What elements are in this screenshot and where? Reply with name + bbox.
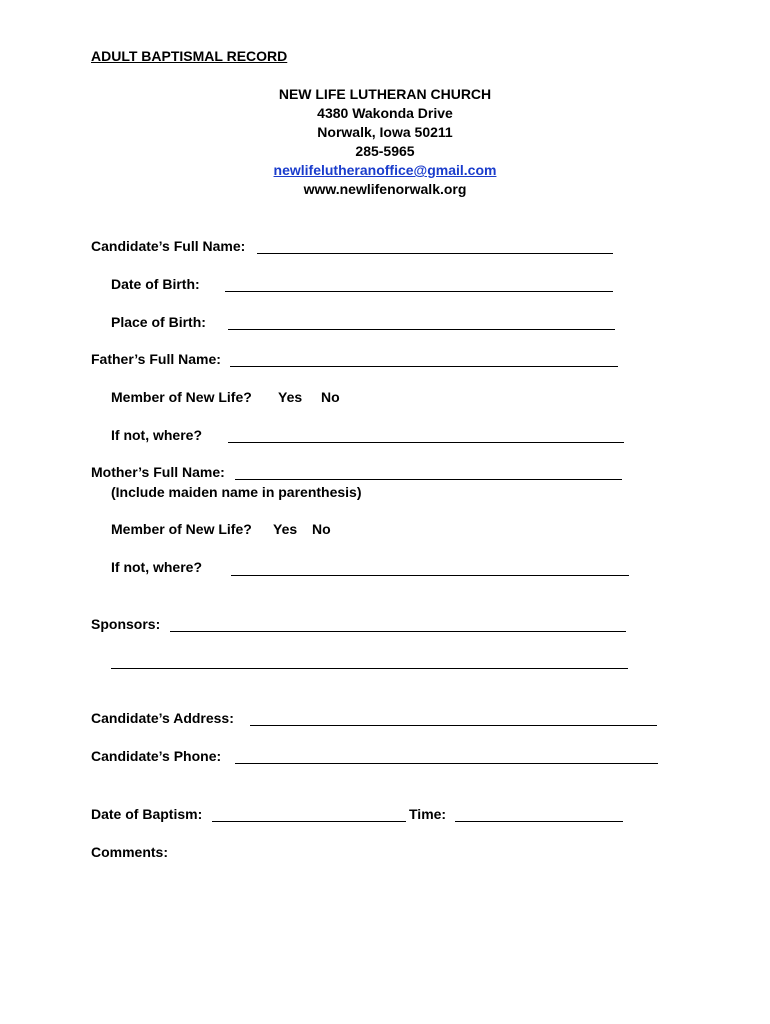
church-name: NEW LIFE LUTHERAN CHURCH: [278, 86, 492, 102]
mother-name-label: Mother’s Full Name:: [91, 464, 225, 480]
sponsors-line-1[interactable]: [170, 631, 626, 632]
mother-maiden-note: (Include maiden name in parenthesis): [111, 484, 362, 500]
father-member-question: Member of New Life?: [111, 389, 252, 405]
father-member-yes[interactable]: Yes: [278, 389, 303, 405]
baptism-date-line[interactable]: [212, 821, 406, 822]
father-if-not-line[interactable]: [228, 442, 624, 443]
father-member-no[interactable]: No: [321, 389, 340, 405]
pob-label: Place of Birth:: [111, 314, 206, 330]
mother-member-yes[interactable]: Yes: [273, 521, 298, 537]
time-label: Time:: [409, 806, 447, 822]
mother-member-question: Member of New Life?: [111, 521, 252, 537]
comments-label: Comments:: [91, 844, 169, 860]
document-title: ADULT BAPTISMAL RECORD: [91, 48, 288, 64]
mother-name-line[interactable]: [235, 479, 622, 480]
pob-line[interactable]: [228, 329, 615, 330]
phone-label: Candidate’s Phone:: [91, 748, 222, 764]
church-email-link[interactable]: newlifelutheranoffice@gmail.com: [273, 162, 497, 178]
church-phone: 285-5965: [355, 143, 415, 159]
father-name-label: Father’s Full Name:: [91, 351, 221, 367]
time-line[interactable]: [455, 821, 623, 822]
candidate-name-line[interactable]: [257, 253, 613, 254]
father-if-not-label: If not, where?: [111, 427, 202, 443]
sponsors-label: Sponsors:: [91, 616, 161, 632]
sponsors-line-2[interactable]: [111, 668, 628, 669]
address-label: Candidate’s Address:: [91, 710, 234, 726]
mother-if-not-label: If not, where?: [111, 559, 202, 575]
dob-line[interactable]: [225, 291, 613, 292]
church-website: www.newlifenorwalk.org: [303, 181, 467, 197]
candidate-name-label: Candidate’s Full Name:: [91, 238, 246, 254]
father-name-line[interactable]: [230, 366, 618, 367]
mother-member-no[interactable]: No: [312, 521, 331, 537]
phone-line[interactable]: [235, 763, 658, 764]
church-street: 4380 Wakonda Drive: [317, 105, 453, 121]
baptism-date-label: Date of Baptism:: [91, 806, 203, 822]
mother-if-not-line[interactable]: [231, 575, 629, 576]
address-line[interactable]: [250, 725, 657, 726]
church-city: Norwalk, Iowa 50211: [317, 124, 453, 140]
dob-label: Date of Birth:: [111, 276, 200, 292]
